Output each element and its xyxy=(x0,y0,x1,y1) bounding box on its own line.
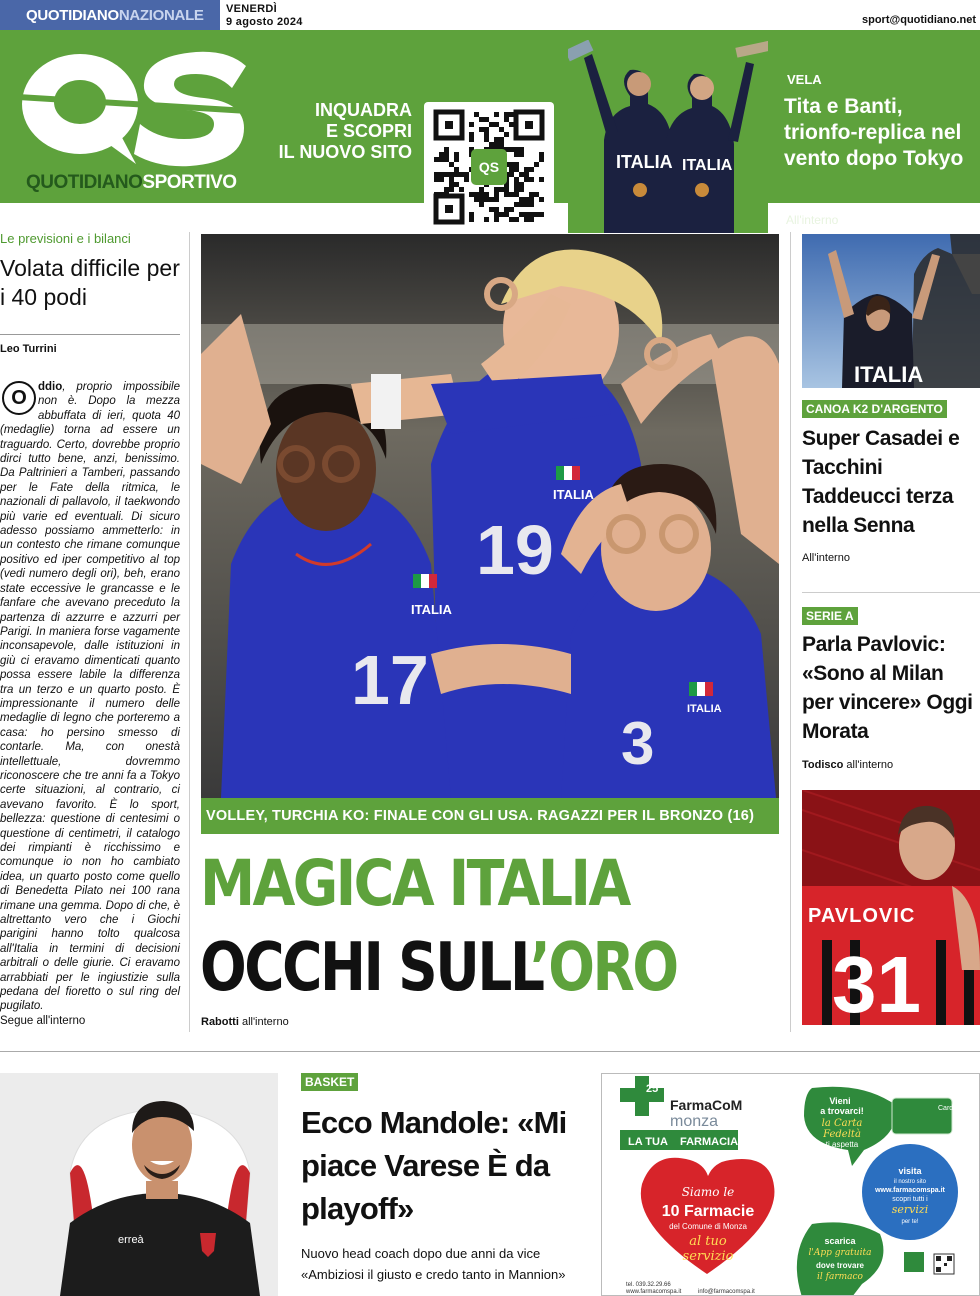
qr-module xyxy=(534,162,539,167)
qr-module xyxy=(504,112,509,117)
qr-module xyxy=(529,217,534,222)
jersey-number: 19 xyxy=(476,511,554,589)
ad-bubble2: servizi xyxy=(891,1203,929,1216)
ad-number: 25 xyxy=(646,1083,659,1095)
mandole-photo[interactable] xyxy=(0,1073,278,1296)
ad-heart-line: Siamo le xyxy=(681,1185,735,1199)
editorial-kicker: Le previsioni e i bilanci xyxy=(0,231,131,246)
qr-module xyxy=(529,192,534,197)
ad-bubble1: la Carta xyxy=(821,1118,863,1129)
qr-module xyxy=(489,142,494,147)
qr-module xyxy=(514,187,519,192)
qr-module xyxy=(444,187,449,192)
qr-module xyxy=(479,187,484,192)
shirt-number: 31 xyxy=(832,940,921,1025)
main-headline-line1[interactable]: MAGICA ITALIA xyxy=(200,847,629,920)
qr-module xyxy=(444,157,449,162)
qr-module xyxy=(509,217,514,222)
qr-module xyxy=(469,192,474,197)
vela-footer: All'interno xyxy=(786,213,839,227)
ad-bubble2: www.farmacomspa.it xyxy=(875,1187,945,1194)
qr-module xyxy=(494,207,499,212)
qr-module xyxy=(434,157,439,162)
canoe-photo[interactable] xyxy=(802,234,980,388)
qr-module xyxy=(529,177,534,182)
qr-module xyxy=(499,137,504,142)
qr-module xyxy=(464,172,469,177)
qr-module xyxy=(469,137,474,142)
qr-module xyxy=(479,117,484,122)
qr-module xyxy=(479,127,484,132)
qr-module xyxy=(474,192,479,197)
qr-module xyxy=(444,152,449,157)
basket-headline[interactable]: Ecco Mandole: «Mi piace Varese È da playoff» xyxy=(301,1105,567,1226)
qr-module xyxy=(509,122,514,127)
subtitle-part-a: QUOTIDIANO xyxy=(26,172,143,193)
qr-module xyxy=(494,137,499,142)
ad-bubble1: Vieni xyxy=(829,1096,851,1106)
sailor-jersey-text: ITALIA xyxy=(616,152,673,172)
shirt-name: PAVLOVIC xyxy=(808,905,916,927)
brand-name: QUOTIDIANO xyxy=(26,7,119,24)
qr-module xyxy=(479,197,484,202)
qr-module xyxy=(484,127,489,132)
qr-module xyxy=(504,132,509,137)
shirt-brand: erreà xyxy=(118,1234,144,1246)
qr-module xyxy=(514,192,519,197)
editorial-lead: ddio xyxy=(38,381,63,393)
byline-author: Rabotti xyxy=(201,1016,239,1028)
qr-module xyxy=(444,192,449,197)
qr-module xyxy=(434,172,439,177)
ad-heart-line: 10 Farmacie xyxy=(661,1203,755,1220)
qr-module xyxy=(449,187,454,192)
qr-module xyxy=(509,112,514,117)
ad-bubble3: il farmaco xyxy=(817,1272,863,1282)
ad-heart-line: servizio xyxy=(682,1249,734,1264)
qr-module xyxy=(539,197,544,202)
ad-bubble3: scarica xyxy=(824,1236,856,1246)
ad-bubble2: per te! xyxy=(901,1219,919,1225)
qr-module xyxy=(524,172,529,177)
qr-module xyxy=(534,192,539,197)
qr-module xyxy=(519,202,524,207)
headline-green-part: ’ORO xyxy=(529,928,677,1006)
qr-module xyxy=(469,217,474,222)
basket-summary-line: «Ambiziosi il giusto e credo tanto in Mannion» xyxy=(301,1267,566,1282)
qr-module xyxy=(464,177,469,182)
qr-module xyxy=(434,177,439,182)
vela-kicker: VELA xyxy=(787,72,822,87)
qr-module xyxy=(484,117,489,122)
qr-module xyxy=(519,172,524,177)
qr-code[interactable] xyxy=(424,102,554,232)
qr-module xyxy=(484,197,489,202)
qr-module xyxy=(484,132,489,137)
volley-strap[interactable]: VOLLEY, TURCHIA KO: FINALE CON GLI USA. RAGAZZI PER IL BRONZO (16) xyxy=(201,798,779,834)
promo-line: E SCOPRI xyxy=(325,121,412,141)
qr-module xyxy=(504,212,509,217)
byline-rest: all'interno xyxy=(238,1016,289,1028)
ad-site: www.farmacomspa.it xyxy=(626,1289,682,1295)
qr-module xyxy=(509,162,514,167)
pharmacy-ad[interactable] xyxy=(601,1073,980,1296)
qr-logo-text: QS xyxy=(478,159,500,175)
editorial-title[interactable]: Volata difficile per i 40 podi xyxy=(0,255,180,310)
qr-module xyxy=(514,147,519,152)
ad-phone: tel. 039.32.29.66 xyxy=(626,1282,671,1288)
qr-module xyxy=(474,197,479,202)
vela-headline[interactable]: Tita e Banti, trionfo-replica nel vento dopo Tokyo xyxy=(784,95,964,170)
qr-module xyxy=(509,192,514,197)
canoe-jersey-text: ITALIA xyxy=(854,362,924,387)
qr-module xyxy=(494,212,499,217)
qr-module xyxy=(489,122,494,127)
ad-brand-city: monza xyxy=(670,1113,719,1130)
pavlovic-author: Todisco xyxy=(802,759,844,771)
qr-module xyxy=(514,182,519,187)
canoe-tag: CANOA K2 D'ARGENTO xyxy=(802,400,947,418)
brand-name-suffix: NAZIONALE xyxy=(118,7,204,24)
ad-brand: FarmaCoM xyxy=(670,1097,743,1113)
qr-module xyxy=(524,177,529,182)
qr-module xyxy=(519,212,524,217)
ad-bubble2: il nostro sito xyxy=(893,1179,927,1185)
promo-line: INQUADRA xyxy=(315,100,412,120)
qr-module xyxy=(524,197,529,202)
qr-module xyxy=(514,162,519,167)
qr-module xyxy=(454,157,459,162)
pavlovic-footer xyxy=(802,759,893,771)
qr-module xyxy=(479,202,484,207)
ad-card-label: Card xyxy=(938,1105,954,1112)
qr-module xyxy=(449,182,454,187)
canoe-headline[interactable]: Super Casadei e Tacchini Taddeucci terza nella Senna xyxy=(802,427,960,537)
pavlovic-headline[interactable]: Parla Pavlovic: «Sono al Milan per vincere» Oggi Morata xyxy=(802,633,973,743)
column-divider xyxy=(790,232,791,1032)
qr-module xyxy=(514,177,519,182)
qr-module xyxy=(474,112,479,117)
qr-module xyxy=(459,172,464,177)
qr-module xyxy=(499,187,504,192)
masthead-subtitle xyxy=(26,172,237,194)
qr-module xyxy=(499,212,504,217)
jersey-number: 3 xyxy=(621,710,655,777)
column-divider xyxy=(189,232,190,1032)
basket-summary-line: Nuovo head coach dopo due anni da vice xyxy=(301,1246,541,1261)
ad-bubble2: scopri tutti i xyxy=(892,1196,928,1203)
qr-module xyxy=(529,197,534,202)
qr-module xyxy=(484,217,489,222)
contact-email[interactable]: sport@quotidiano.net xyxy=(862,14,976,26)
qr-module xyxy=(534,212,539,217)
qr-module xyxy=(449,172,454,177)
qr-module xyxy=(469,132,474,137)
sailors-photo xyxy=(568,40,768,233)
qr-module xyxy=(494,187,499,192)
qr-module xyxy=(519,182,524,187)
dropcap: O xyxy=(2,381,36,415)
main-byline xyxy=(201,1016,289,1028)
qr-module xyxy=(529,212,534,217)
pavlovic-footer-rest: all'interno xyxy=(843,759,894,771)
ad-tagline-a: LA TUA xyxy=(628,1136,668,1148)
sailor-jersey-text: ITALIA xyxy=(682,157,733,174)
qr-module xyxy=(504,192,509,197)
qr-module xyxy=(449,177,454,182)
continue-link[interactable]: Segue all'interno xyxy=(0,1014,86,1027)
qr-module xyxy=(434,192,439,197)
qr-module xyxy=(499,127,504,132)
qr-module xyxy=(524,212,529,217)
qr-module xyxy=(494,112,499,117)
qr-module xyxy=(454,172,459,177)
jersey-number: 17 xyxy=(351,641,429,719)
qr-module xyxy=(514,202,519,207)
ad-bubble3: l'App gratuita xyxy=(808,1248,872,1258)
jersey-text: ITALIA xyxy=(553,487,594,502)
seriea-tag: SERIE A xyxy=(802,607,858,625)
ad-bubble2: visita xyxy=(898,1166,922,1176)
ad-bubble1: ti aspetta xyxy=(825,1140,859,1149)
basket-summary xyxy=(301,1243,591,1285)
qr-module xyxy=(514,217,519,222)
qr-module xyxy=(479,192,484,197)
qr-module xyxy=(454,182,459,187)
section-divider xyxy=(0,1051,980,1052)
editorial-body xyxy=(0,380,180,1028)
qr-module xyxy=(539,212,544,217)
qr-module xyxy=(509,207,514,212)
basket-tag: BASKET xyxy=(301,1073,358,1091)
qr-module xyxy=(539,157,544,162)
qr-module xyxy=(439,177,444,182)
qr-module xyxy=(444,172,449,177)
qr-module xyxy=(489,197,494,202)
qs-logo[interactable] xyxy=(18,44,248,174)
canoe-footer: All'interno xyxy=(802,552,850,564)
subtitle-part-b: SPORTIVO xyxy=(142,172,237,193)
qr-module xyxy=(454,152,459,157)
qr-module xyxy=(504,117,509,122)
qr-module xyxy=(454,167,459,172)
top-strip xyxy=(0,0,980,30)
ad-mail: info@farmacomspa.it xyxy=(698,1289,755,1295)
qr-module xyxy=(504,187,509,192)
qr-module xyxy=(519,152,524,157)
ad-bubble3: dove trovare xyxy=(815,1261,865,1270)
qr-module xyxy=(514,167,519,172)
qr-module xyxy=(439,172,444,177)
qr-module xyxy=(494,142,499,147)
qr-module xyxy=(484,192,489,197)
qr-module xyxy=(514,152,519,157)
pavlovic-photo[interactable] xyxy=(802,790,980,1025)
qr-module xyxy=(469,212,474,217)
qr-module xyxy=(484,137,489,142)
qr-module xyxy=(524,202,529,207)
brand-bar[interactable] xyxy=(0,0,220,30)
qr-module xyxy=(459,187,464,192)
editorial-text: , proprio impossibile non è. Dopo la mezza abbuffata di ieri, quota 40 (medaglie) torna ad essere un traguardo. Certo, dovrebbe proprio dirci tutto bene, anzi, benissimo. Da Paltrinieri a Tamberi, passando per le Fate della ritmica, le nazionali di pallavolo, il taekwondo più varie ed eventuali. Di sicuro adesso possiamo ammetterlo: in un contesto che rimane comunque positivo ed iper competitivo al top (vedi numero degli ori), beh, erano state eccessive le grancasse e le fanfare che avevano preceduto la partenza di azzurre e azzurri per Parigi. In maniera forse vagamente inconsapevole, dalle istituzioni in giù ci eravamo dimenticati quanto possa essere labile la differenza tra un terzo e un quarto posto. È impressionante il numero delle medaglie di legno che porteremo a casa: ho persino smesso di contarle. Ma, con onestà intellettuale, dovremmo riconoscere che tre anni fa a Tokyo certe situazioni, al contrario, ci avevano favorito. È lo sport, bellezza: questione di centesimi o questione di centimetri, il catalogo dei rimpianti è ricchissimo e comunque io non ho cambiato idea, un quarto posto come quello di Benedetta Pilato nei 100 rana rimane una gemma. Dopo di che, è altrettanto vero che i Giochi parigini hanno tolto qualcosa all'Italia in termini di decisioni arbitrali o delle giurie. Ci eravamo arrabbiati per le ingiustizie sulla pedana del fioretto o sul ring del pugilato. xyxy=(0,381,180,1013)
qr-module xyxy=(509,147,514,152)
qr-module xyxy=(499,142,504,147)
qr-module xyxy=(529,202,534,207)
qr-module xyxy=(519,187,524,192)
qr-module xyxy=(439,152,444,157)
qr-module xyxy=(519,197,524,202)
qr-module xyxy=(494,197,499,202)
qr-module xyxy=(539,152,544,157)
qr-module xyxy=(444,147,449,152)
qr-module xyxy=(449,162,454,167)
qr-module xyxy=(524,167,529,172)
issue-day: VENERDÌ xyxy=(226,3,277,15)
qr-module xyxy=(469,122,474,127)
qr-module xyxy=(494,217,499,222)
divider xyxy=(0,334,180,335)
issue-date xyxy=(226,3,303,29)
site-promo xyxy=(262,100,412,163)
ad-heart-line: al tuo xyxy=(689,1234,727,1249)
editorial-author: Leo Turrini xyxy=(0,343,57,355)
ad-heart-line: del Comune di Monza xyxy=(669,1222,747,1231)
qr-module xyxy=(524,217,529,222)
jersey-text: ITALIA xyxy=(411,602,452,617)
issue-date-text: 9 agosto 2024 xyxy=(226,16,303,28)
qr-module xyxy=(509,172,514,177)
ad-bubble1: Fedeltà xyxy=(823,1129,861,1140)
ad-tagline-b: FARMACIA xyxy=(680,1136,739,1148)
qr-module xyxy=(494,122,499,127)
qr-module xyxy=(529,167,534,172)
jersey-text: ITALIA xyxy=(687,703,722,715)
headline-black-part: OCCHI SULL xyxy=(200,928,530,1006)
qr-module xyxy=(439,192,444,197)
volleyball-photo[interactable] xyxy=(201,234,779,798)
qr-module xyxy=(504,207,509,212)
qr-module xyxy=(509,167,514,172)
main-headline-line2[interactable] xyxy=(200,928,677,1006)
qr-module xyxy=(519,147,524,152)
qr-module xyxy=(539,177,544,182)
qr-module xyxy=(439,157,444,162)
qr-module xyxy=(489,207,494,212)
ad-bubble1: a trovarci! xyxy=(820,1106,864,1116)
qr-module xyxy=(494,192,499,197)
promo-line: IL NUOVO SITO xyxy=(278,142,412,162)
divider xyxy=(802,592,980,593)
